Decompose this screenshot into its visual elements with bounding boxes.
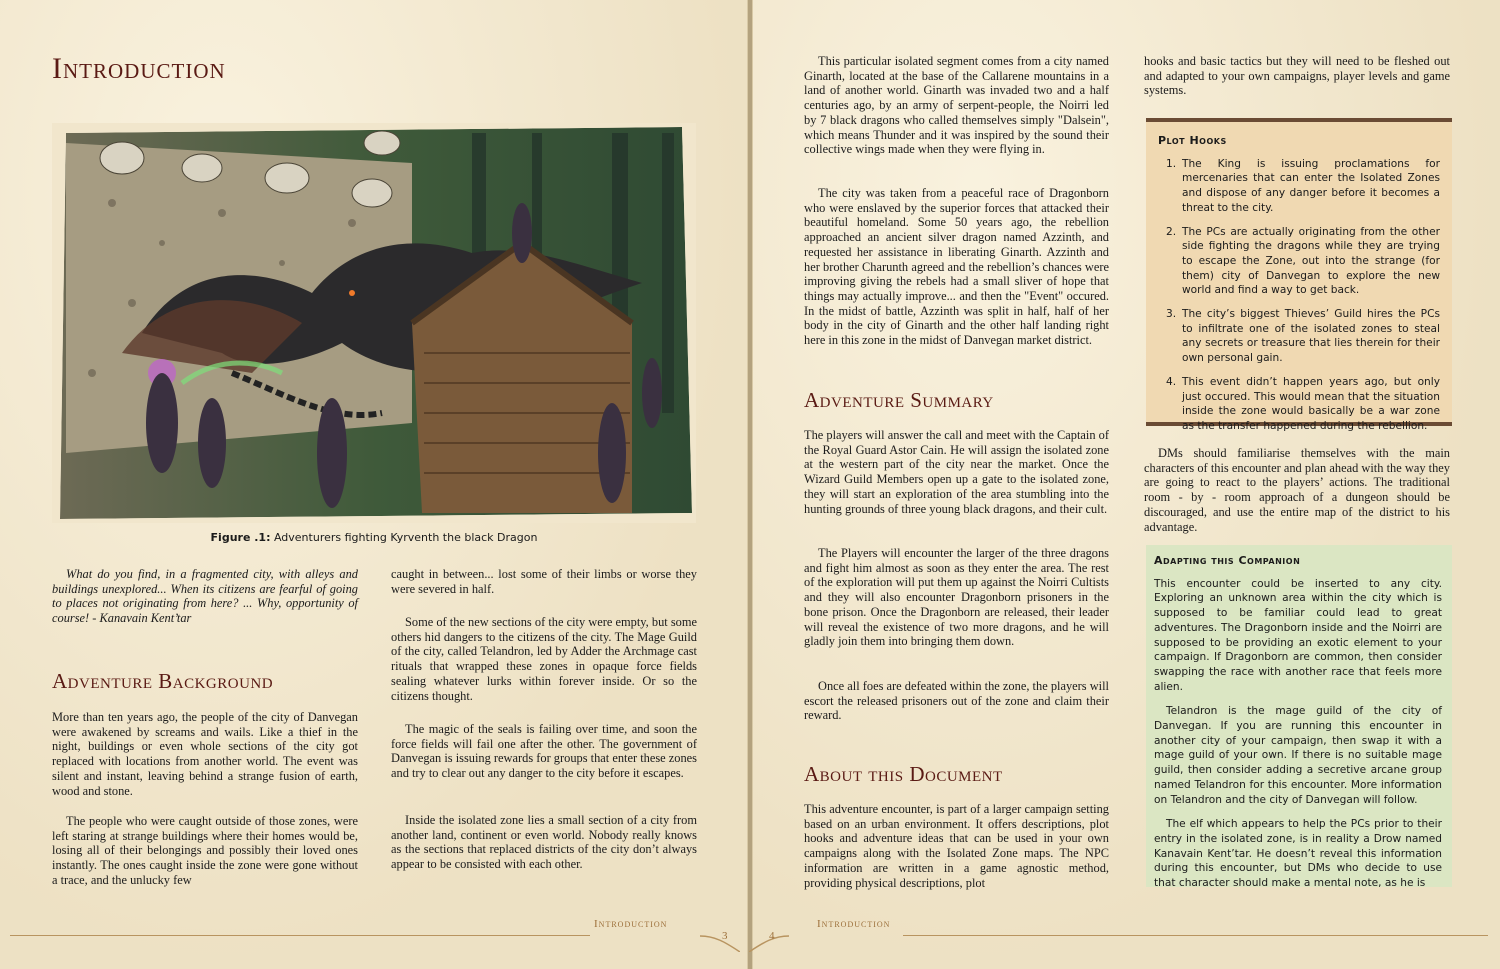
page-title: Introduction [52,52,226,85]
running-footer: Introduction [817,918,891,930]
running-footer: Introduction [594,918,668,930]
list-item: 1. The King is issuing proclamations for mercenaries that can enter the Isolated Zones and dispose of any danger before it becomes a threat to the city. [1166,157,1440,214]
adapt-paragraph-3: The elf which appears to help the PCs prior to their entry in the isolated zone, is in reality a Drow named Kanavain Kent’tar. He doesn’t reveal this information during this encounter, but DMs who decide to use that character should make a mental note, as he is [1154,818,1442,890]
adapt-paragraph-1: This encounter could be inserted to any city. Exploring an unknown area within the city which is supposed to be familiar could lead to great adventures. The Dragonborn inside and the Noirri are supposed to be providing an exotic element to your campaign. If Dragonborn are common, then consider swapping the race with another race that feels more alien. [1154,577,1442,693]
plot-hooks-sidebar [1146,118,1452,432]
background-paragraph-2: The people who were caught outside of those zones, were left staring at strange buildings where their homes would be, losing all of their belongings and possibly their loved ones instantly. The ones caught inside the zone were gone without a trace, and the unlucky few [52,814,358,887]
background-paragraph-1: More than ten years ago, the people of the city of Danvegan were awakened by screams and wails. Like a thief in the night, buildings or even whole sections of the city got replaced with locations from another world. The event was silent and instant, leaving behind a strange fusion of earth, wood and stone. [52,710,358,798]
left-page [0,0,748,969]
summary-paragraph-1: The players will answer the call and meet with the Captain of the Royal Guard Astor Cain. He will assign the isolated zone at the western part of the city near the market. Once the Wizard Guild Members open up a gate to the isolated zone, they will start an exploration of the area stumbling into the hunting grounds of three young black dragons, and their cult. [804,428,1109,516]
figure-caption [52,531,696,544]
about-paragraph: This adventure encounter, is part of a larger campaign setting based on an urban environment. It offers descriptions, plot hooks and adventure ideas that can be used in your own campaigns along with the Isolated Zone maps. The NPC information are written in a game agnostic method, providing physical descriptions, plot [804,802,1109,890]
list-item: 2. The PCs are actually originating from the other side fighting the dragons while they are trying to escape the Zone, out into the strange (for them) city of Danvegan to explore the new world and find a way to get back. [1166,225,1440,297]
column2-paragraph-4: Inside the isolated zone lies a small section of a city from another land, continent or even world. Nobody really knows as the sections that replaced districts of the city don’t always appear to be consisted with each other. [391,813,697,872]
figure-caption-label: Figure .1: [210,531,271,544]
page-number: 3 [722,930,728,942]
adapt-paragraph-2: Telandron is the mage guild of the city of Danvegan. If you are running this encounter in another city of your campaign, then swap it with a mage guild of your own. If there is no suitable mage guild, then consider adding a secretive arcane group named Telandron for this encounter. More information on Telandron and the city of Danvegan will follow. [1154,705,1442,806]
footer-flourish-icon [700,922,740,952]
dm-advice-paragraph: DMs should familiarise themselves with the main characters of this encounter and plan ahead with the way they are going to react to the players’ actions. The traditional room - by - room approach of a dungeon should be discouraged, and use the entire map of the district to his advantage. [1144,446,1450,534]
column2-paragraph-2: Some of the new sections of the city were empty, but some others hid dangers to the citizens of the city. The Mage Guild of the city, called Telandron, led by Adder the Archmage cast rituals that wrapped these zones in opaque force fields sealing whatever lurks within forever inside. Or so the citizens thought. [391,615,697,703]
footer-rule [903,935,1488,936]
footer-rule [10,935,590,936]
list-item: 4. This event didn’t happen years ago, but only just occured. This would mean that the situation inside the zone would basically be a war zone as the transfer happened during the rebellion. [1166,375,1440,432]
figure-illustration [52,123,696,523]
adapting-companion-title: Adapting this Companion [1154,554,1301,567]
ginarth-paragraph: This particular isolated segment comes from a city named Ginarth, located at the base of the Callarene mountains in a land of another world. Ginarth was invaded two and a half centuries ago, by an army of serpent-people, the Noirri led by 7 black dragons who called themselves simply "Dalsein", which means Thunder and it was inspired by the sound their collective wings made when they were flying in. [804,54,1109,157]
list-item: 3. The city’s biggest Thieves’ Guild hires the PCs to infiltrate one of the isolated zones to steal any secrets or treasure that lies therein for their own personal gain. [1166,308,1440,365]
dragon-illustration [52,123,696,523]
right-page [752,0,1500,969]
page-number: 4 [769,930,775,942]
epigraph-quote: What do you find, in a fragmented city, with alleys and buildings unexplored... When its citizens are fearful of going to places not originating from here? ... Why, opportunity of course! - Kanavain Kent’tar [52,567,358,626]
about-document-heading: About this Document [804,762,1003,786]
adventure-summary-heading: Adventure Summary [804,388,994,412]
adapting-companion-sidebar [1146,545,1452,890]
plot-hooks-title: Plot Hooks [1158,134,1227,147]
summary-paragraph-3: Once all foes are defeated within the zone, the players will escort the released prisoners out of the zone and claim their reward. [804,679,1109,723]
figure-caption-text: Adventurers fighting Kyrventh the black Dragon [273,531,538,544]
column2-paragraph-1: caught in between... lost some of their limbs or worse they were severed in half. [391,567,697,596]
column2-paragraph-3: The magic of the seals is failing over time, and soon the force fields will fail one after the other. The government of Danvegan is issuing rewards for groups that enter these zones and try to clear out any danger to the city before it escapes. [391,722,697,781]
summary-paragraph-2: The Players will encounter the larger of the three dragons and fight him almost as soon as they enter the area. The rest of the exploration will put them up against the Noirri Cultists and they will also encounter Dragonborn prisoners in the bone prison. Once the Dragonborn are released, their leader will reveal the existence of two more dragons, and he will gladly join them into bringing them down. [804,546,1109,649]
adventure-background-heading: Adventure Background [52,669,274,693]
plot-hooks-list [1158,157,1440,434]
dragonborn-paragraph: The city was taken from a peaceful race of Dragonborn who were enslaved by the superior forces that attacked their beautiful homeland. Some 50 years ago, the rebellion approached an ancient silver dragon named Azzinth, and requested her assistance in liberating Ginarth. Azzinth and her brother Charunth agreed and the rebellion’s chances were improving giving the rebels had a small sliver of hope that things may actually improve... and then the "Event" occured. In the midst of battle, Azzinth was split in half, half of her body in the city of Ginarth and the other half landing right here in this zone in the midst of Danvegan market district. [804,186,1109,348]
column2-intro-paragraph: hooks and basic tactics but they will need to be fleshed out and adapted to your own campaigns, player levels and game systems. [1144,54,1450,98]
